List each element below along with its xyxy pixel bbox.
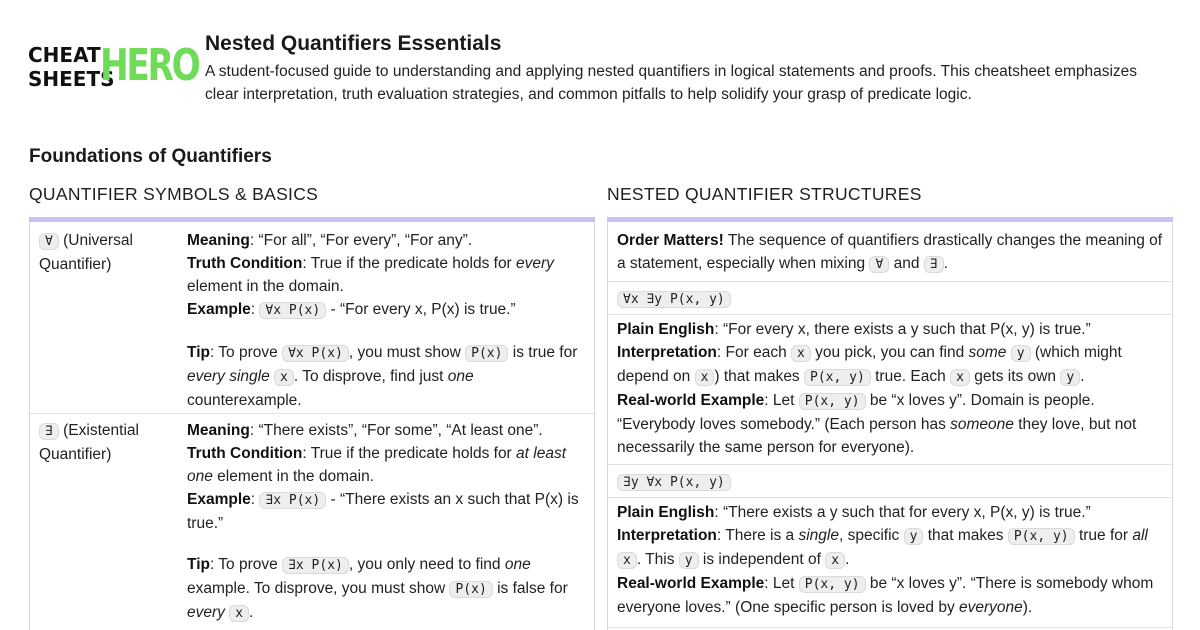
code-snippet: x	[617, 552, 637, 569]
universal-name: (Universal Quantifier)	[39, 232, 133, 273]
code-snippet: y	[904, 528, 924, 545]
universal-tip: Tip: To prove ∀x P(x) , you must show P(x) is true for every single x . To disprove, find just one counterexample.	[187, 344, 578, 409]
exists-forall-explanation	[617, 501, 1165, 619]
code-snippet: x	[229, 605, 249, 622]
section-title: Foundations of Quantifiers	[29, 146, 272, 167]
plain-english: Plain English: “There exists a y such that for every x, P(x, y) is true.”	[617, 504, 1091, 521]
code-snippet: P(x, y)	[804, 369, 871, 386]
code-snippet: x	[950, 369, 970, 386]
page-title: Nested Quantifiers Essentials	[205, 32, 502, 55]
universal-truth-condition: Truth Condition: True if the predicate holds for every element in the domain.	[187, 255, 554, 295]
interpretation: Interpretation: For each x you pick, you can find some y (which might depend on x ) that makes P(x, y) true. Each x gets its own y .	[617, 344, 1122, 385]
code-snippet: P(x)	[465, 345, 508, 362]
logo-text-cheat: CHEAT	[28, 43, 101, 67]
exists-symbol: ∃	[39, 423, 59, 440]
column-heading-basics: QUANTIFIER SYMBOLS & BASICS	[29, 184, 319, 204]
logo-text-hero: HERO	[100, 40, 199, 91]
universal-definition	[187, 229, 587, 412]
plain-english: Plain English: “For every x, there exists a y such that P(x, y) is true.”	[617, 321, 1091, 338]
cheatsheets-hero-logo[interactable]	[28, 40, 199, 92]
forall-symbol: ∀	[39, 233, 59, 250]
code-snippet: P(x, y)	[799, 576, 866, 593]
code-snippet: y	[1060, 369, 1080, 386]
code-snippet: ∃y ∀x P(x, y)	[617, 474, 731, 491]
formula-row-exists-forall	[608, 465, 1172, 498]
universal-quantifier-row	[30, 222, 594, 414]
nested-structures-card	[607, 222, 1173, 630]
code-snippet: x	[695, 369, 715, 386]
universal-example: Example: ∀x P(x) - “For every x, P(x) is true.”	[187, 301, 516, 318]
code-snippet: x	[274, 369, 294, 386]
real-world-example: Real-world Example: Let P(x, y) be “x loves y”. “There is somebody whom everyone loves.” (One specific person is loved by everyone).	[617, 575, 1154, 616]
formula-row-forall-exists	[608, 282, 1172, 315]
existential-example: Example: ∃x P(x) - “There exists an x such that P(x) is true.”	[187, 491, 579, 532]
forall-exists-explanation-row	[608, 315, 1172, 465]
existential-meaning: Meaning: “There exists”, “For some”, “At least one”.	[187, 422, 543, 439]
real-world-example: Real-world Example: Let P(x, y) be “x loves y”. Domain is people. “Everybody loves somebody.” (Each person has someone they love, but not necessarily the same person for everyone).	[617, 392, 1137, 456]
code-snippet: ∀x P(x)	[282, 345, 349, 362]
exists-forall-explanation-row	[608, 498, 1172, 628]
code-snippet: P(x, y)	[799, 393, 866, 410]
formula-exists-forall	[617, 470, 1165, 494]
page-description: A student-focused guide to understanding and applying nested quantifiers in logical statements and proofs. This cheatsheet emphasizes clear interpretation, truth evaluation strategies, and common pitfalls to help solidify your grasp of predicate logic.	[205, 63, 1138, 103]
code-snippet: y	[679, 552, 699, 569]
existential-quantifier-row	[30, 414, 594, 630]
code-snippet: ∀x ∃y P(x, y)	[617, 291, 731, 308]
code-snippet: ∀x P(x)	[259, 302, 326, 319]
existential-name: (Existential Quantifier)	[39, 422, 139, 463]
order-matters-row	[608, 222, 1172, 282]
universal-term	[39, 229, 179, 276]
code-snippet: x	[825, 552, 845, 569]
universal-meaning: Meaning: “For all”, “For every”, “For any”.	[187, 232, 473, 249]
code-snippet: ∃x P(x)	[259, 492, 326, 509]
forall-exists-explanation	[617, 318, 1165, 459]
existential-truth-condition: Truth Condition: True if the predicate holds for at least one element in the domain.	[187, 445, 567, 485]
code-snippet: ∃x P(x)	[282, 557, 349, 574]
code-snippet: ∀	[869, 256, 889, 273]
existential-term	[39, 419, 179, 466]
code-snippet: y	[1011, 345, 1031, 362]
code-snippet: P(x, y)	[1008, 528, 1075, 545]
existential-definition	[187, 419, 587, 625]
quantifier-basics-card	[29, 222, 595, 630]
code-snippet: P(x)	[449, 581, 492, 598]
existential-tip: Tip: To prove ∃x P(x) , you only need to find one example. To disprove, you must show P(x) is false for every x .	[187, 556, 568, 621]
order-matters-text: Order Matters! The sequence of quantifiers drastically changes the meaning of a statement, especially when mixing ∀ and ∃ .	[617, 232, 1163, 272]
interpretation: Interpretation: There is a single, specific y that makes P(x, y) true for all x . This y is independent of x .	[617, 527, 1148, 568]
column-heading-nested: NESTED QUANTIFIER STRUCTURES	[607, 184, 922, 204]
logo-text-sheets: SHEETS	[28, 67, 115, 91]
code-snippet: ∃	[924, 256, 944, 273]
formula-forall-exists	[617, 287, 1165, 311]
code-snippet: x	[791, 345, 811, 362]
